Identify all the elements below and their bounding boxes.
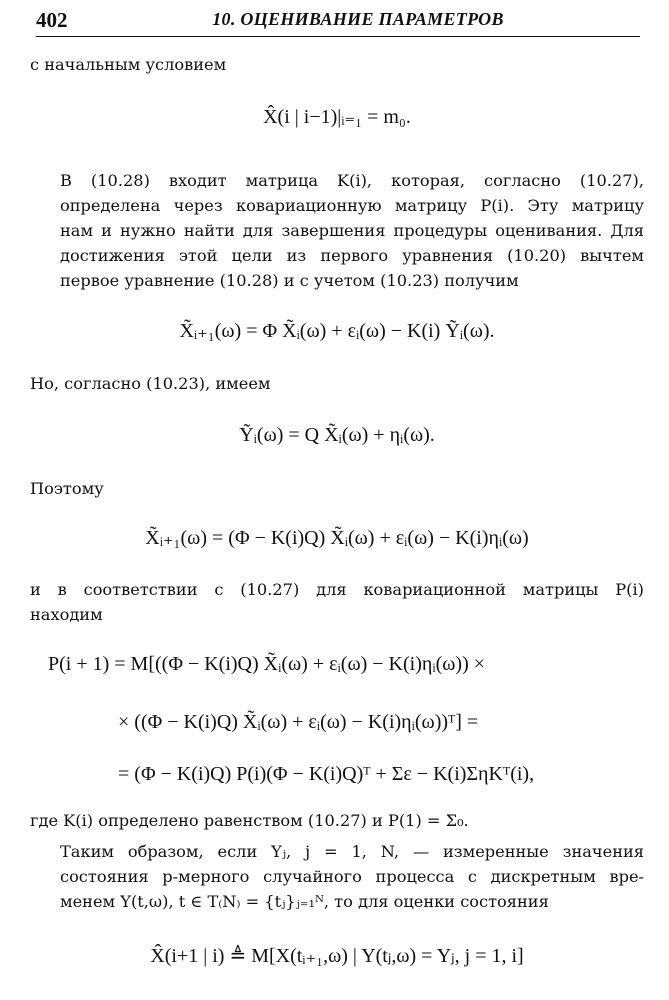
text-line: нам и нужно найти для завершения процедуры оценивания. Для	[60, 221, 644, 240]
formula-error-equation: X̃ᵢ₊₁(ω) = Φ X̃ᵢ(ω) + εᵢ(ω) − K(i) Ỹᵢ(ω).	[179, 320, 495, 342]
text-line: определена через ковариационную матрицу P(i). Эту матрицу	[60, 196, 644, 215]
text-line: первое уравнение (10.28) и с учетом (10.23) получим	[60, 271, 519, 290]
paragraph-covariance-intro	[30, 168, 644, 293]
text-line: В (10.28) входит матрица K(i), которая, согласно (10.27),	[60, 171, 644, 190]
formula-covariance-line-2: × ((Φ − K(i)Q) X̃ᵢ(ω) + εᵢ(ω) − K(i)ηᵢ(ω))ᵀ] =	[118, 711, 479, 733]
formula-measurement-error: Ỹᵢ(ω) = Q X̃ᵢ(ω) + ηᵢ(ω).	[239, 424, 435, 446]
text-line: Таким образом, если Yⱼ, j = 1, N, — измеренные значения	[60, 842, 644, 861]
paragraph-thus	[30, 839, 644, 914]
text-line: находим	[30, 605, 103, 624]
page-number: 402	[36, 8, 68, 32]
text-line: достижения этой цели из первого уравнения (10.20) вычтем	[60, 246, 644, 265]
paragraph-therefore: Поэтому	[30, 479, 104, 498]
paragraph-covariance-find	[30, 577, 644, 627]
text-line: состояния p-мерного случайного процесса с дискретным вре-	[60, 867, 644, 886]
paragraph-but-according: Но, согласно (10.23), имеем	[30, 374, 271, 393]
formula-covariance-line-1: P(i + 1) = M[((Φ − K(i)Q) X̃ᵢ(ω) + εᵢ(ω) − K(i)ηᵢ(ω)) ×	[48, 653, 486, 675]
running-title: 10. ОЦЕНИВАНИЕ ПАРАМЕТРОВ	[212, 9, 504, 29]
paragraph-initial-condition: с начальным условием	[30, 55, 227, 74]
page-header	[36, 6, 640, 37]
paragraph-where-defined: где K(i) определено равенством (10.27) и P(1) = Σ₀.	[30, 811, 469, 830]
formula-covariance-line-3: = (Φ − K(i)Q) P(i)(Φ − K(i)Q)ᵀ + Σε − K(i)ΣηKᵀ(i),	[118, 763, 535, 785]
text-line: менем Y(t,ω), t ∈ T₍N₎ = {tⱼ}ⱼ₌₁ᴺ, то для оценки состояния	[60, 892, 549, 911]
formula-error-recursion: X̃ᵢ₊₁(ω) = (Φ − K(i)Q) X̃ᵢ(ω) + εᵢ(ω) − K(i)ηᵢ(ω)	[145, 527, 529, 549]
formula-initial-estimate: X̂(i | i−1)|ᵢ₌₁ = m₀.	[263, 106, 411, 128]
text-line: и в соответствии с (10.27) для ковариационной матрицы P(i)	[30, 580, 644, 599]
formula-conditional-estimate: X̂(i+1 | i) ≜ M[X(tᵢ₊₁,ω) | Y(tⱼ,ω) = Yⱼ, j = 1, i]	[150, 945, 524, 967]
